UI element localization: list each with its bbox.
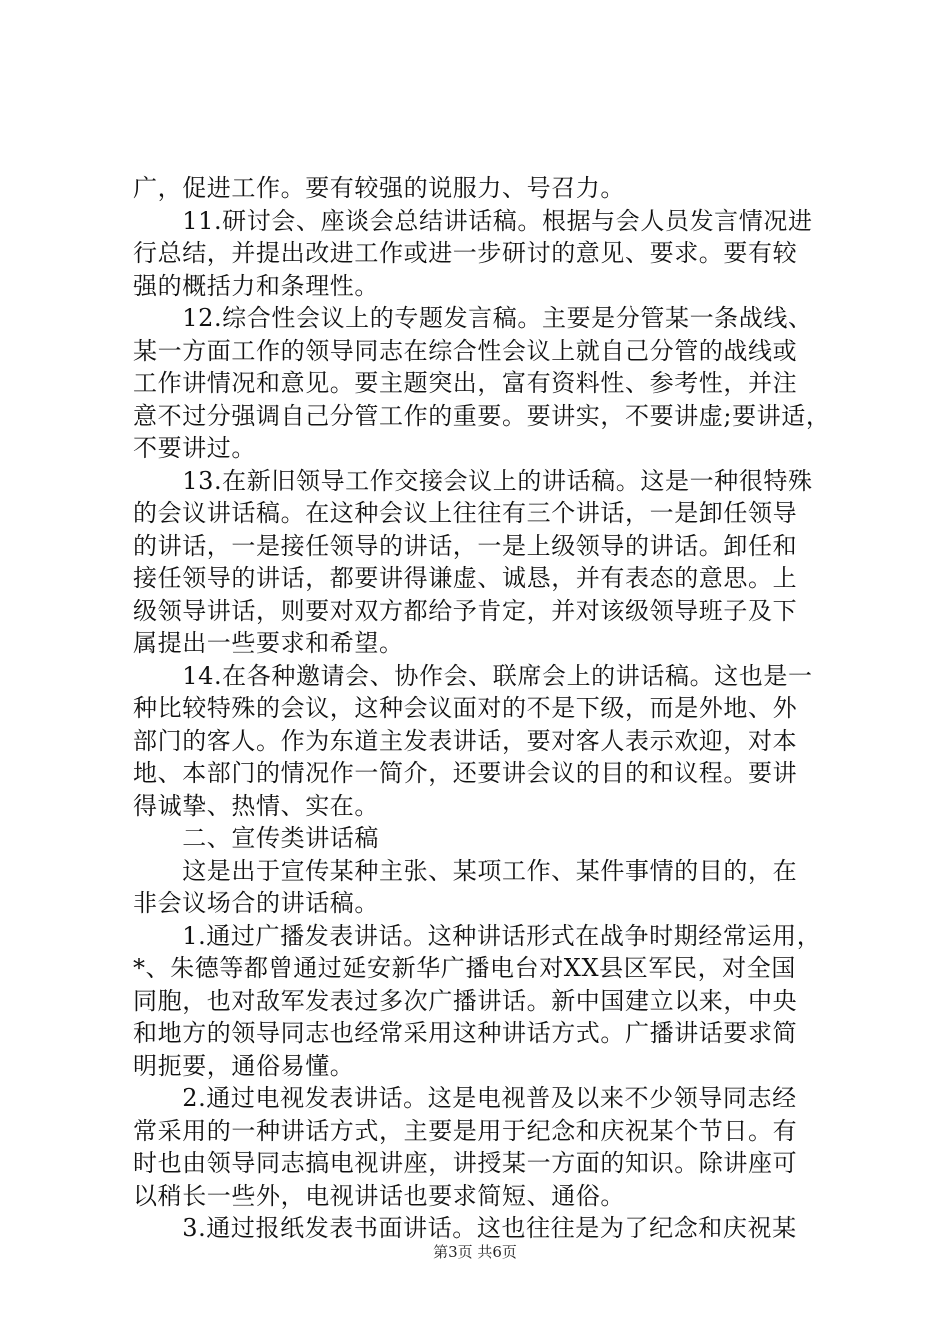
text-line: 地、本部门的情况作一简介，还要讲会议的目的和议程。要讲	[133, 759, 798, 787]
text-line: 时也由领导同志搞电视讲座，讲授某一方面的知识。除讲座可	[133, 1149, 798, 1177]
text-line: 常采用的一种讲话方式，主要是用于纪念和庆祝某个节日。有	[133, 1116, 798, 1145]
text-line: 同胞，也对敌军发表过多次广播讲话。新中国建立以来，中央	[133, 986, 798, 1015]
text-line: 不要讲过。	[133, 434, 256, 462]
text-line: 种比较特殊的会议，这种会议面对的不是下级，而是外地、外	[133, 694, 798, 722]
body-text	[133, 172, 833, 1245]
text-line: 广，促进工作。要有较强的说服力、号召力。	[133, 174, 625, 202]
text-line: 部门的客人。作为东道主发表讲话，要对客人表示欢迎，对本	[133, 726, 798, 755]
text-line: *、朱德等都曾通过延安新华广播电台对XX县区军民，对全国	[133, 954, 796, 982]
text-line: 1.通过广播发表讲话。这种讲话形式在战争时期经常运用，	[133, 921, 822, 950]
text-line: 级领导讲话，则要对双方都给予肯定，并对该级领导班子及下	[133, 596, 798, 625]
text-line: 接任领导的讲话，都要讲得谦虚、诚恳，并有表态的意思。上	[133, 564, 798, 592]
text-line: 某一方面工作的领导同志在综合性会议上就自己分管的战线或	[133, 336, 798, 365]
text-line: 的会议讲话稿。在这种会议上往往有三个讲话，一是卸任领导	[133, 499, 798, 527]
text-line: 以稍长一些外，电视讲话也要求简短、通俗。	[133, 1181, 625, 1210]
text-line: 属提出一些要求和希望。	[133, 629, 404, 657]
text-line: 工作讲情况和意见。要主题突出，富有资料性、参考性，并注	[133, 369, 798, 397]
text-line: 的讲话，一是接任领导的讲话，一是上级领导的讲话。卸任和	[133, 531, 798, 560]
text-line: 14.在各种邀请会、协作会、联席会上的讲话稿。这也是一	[133, 661, 813, 690]
text-line: 强的概括力和条理性。	[133, 271, 379, 300]
text-line: 12.综合性会议上的专题发言稿。主要是分管某一条战线、	[133, 304, 813, 332]
text-line: 和地方的领导同志也经常采用这种讲话方式。广播讲话要求简	[133, 1019, 798, 1047]
text-line: 明扼要，通俗易懂。	[133, 1051, 355, 1080]
text-line: 3.通过报纸发表书面讲话。这也往往是为了纪念和庆祝某	[133, 1214, 797, 1242]
text-line: 得诚挚、热情、实在。	[133, 791, 379, 820]
text-line: 二、宣传类讲话稿	[133, 824, 379, 852]
page-footer: 第3页 共6页	[433, 1243, 517, 1261]
text-line: 2.通过电视发表讲话。这是电视普及以来不少领导同志经	[133, 1084, 797, 1112]
text-line: 这是出于宣传某种主张、某项工作、某件事情的目的，在	[133, 856, 798, 885]
text-line: 非会议场合的讲话稿。	[133, 889, 379, 917]
text-line: 意不过分强调自己分管工作的重要。要讲实，不要讲虚;要讲适，	[133, 401, 831, 430]
text-line: 13.在新旧领导工作交接会议上的讲话稿。这是一种很特殊	[133, 466, 813, 495]
text-line: 行总结，并提出改进工作或进一步研讨的意见、要求。要有较	[133, 239, 798, 267]
text-line: 11.研讨会、座谈会总结讲话稿。根据与会人员发言情况进	[133, 206, 813, 235]
